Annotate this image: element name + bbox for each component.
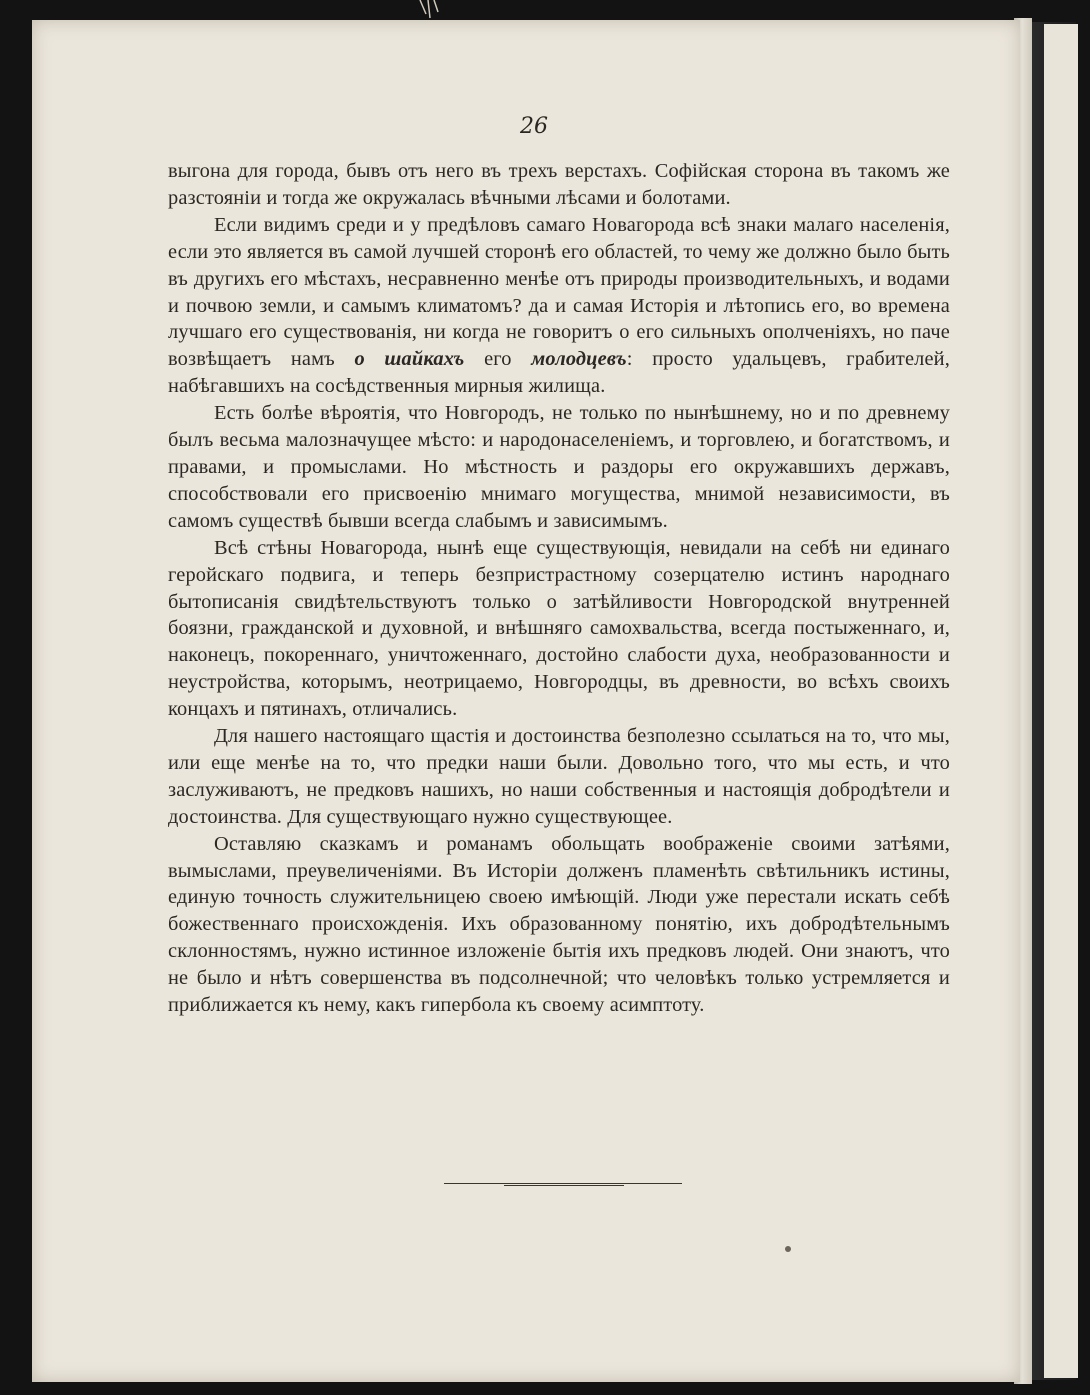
end-rule-line-top [444, 1183, 682, 1184]
end-rule [444, 1183, 682, 1186]
paragraph [168, 535, 950, 723]
paragraph [168, 158, 950, 212]
paragraph [168, 723, 950, 831]
page-text [168, 158, 950, 1019]
paragraph-text: Всѣ стѣны Новагорода, нынѣ еще существующія, невидали на себѣ ни единаго геройскаго подвига, и теперь безпристрастному созерцателю истинъ народнаго бытописанія свидѣтельствуютъ только о затѣйливости Новгородской внутренней боязни, гражданской и духовной, и внѣшняго самохвальства, всегда постыженнаго, и, наконецъ, покореннаго, уничтоженнаго, достойно слабости духа, необразованности и неустройства, которымъ, неотрицаемо, Новгородцы, въ древности, во всѣхъ своихъ концахъ и пятинахъ, отличались. [168, 536, 950, 721]
binding-thread-mark [418, 0, 440, 20]
paragraph [168, 212, 950, 400]
paragraph-text: его [464, 348, 532, 371]
paragraph-text: Оставляю сказкамъ и романамъ обольщать воображеніе своими затѣями, вымыслами, преувеличеніями. Въ Исторіи долженъ пламенѣть свѣтильникъ истины, единую точность служительницею своею имѣющій. Люди уже перестали искать себѣ божественнаго происхожденія. Ихъ образованному понятію, ихъ добродѣтельнымъ склонностямъ, нужно истинное изложеніе бытія ихъ предковъ людей. Они знаютъ, что не было и нѣтъ совершенства въ подсолнечной; что человѣкъ только устремляется и приближается къ нему, какъ гипербола къ своему асимптоту. [168, 832, 950, 1017]
paragraph-text: выгона для города, бывъ отъ него въ трехъ верстахъ. Софійская сторона въ такомъ же разстояніи и тогда же окружалась вѣчными лѣсами и болотами. [168, 160, 950, 209]
page-number: 26 [520, 114, 548, 139]
paragraph-text: : просто удальцевъ, грабителей, набѣгавшихъ на сосѣдственныя мирныя жилища. [168, 348, 950, 398]
adjacent-page [1044, 24, 1078, 1378]
emphasized-text: о шайкахъ [354, 348, 465, 371]
paragraph [168, 400, 950, 535]
paragraph-text: Если видимъ среди и у предѣловъ самаго Новагорода всѣ знаки малаго населенія, если это является въ самой лучшей сторонѣ его областей, то чему же должно было быть въ другихъ его мѣстахъ, несравненно менѣе отъ природы производительныхъ, и водами и почвою земли, и самымъ климатомъ? да и самая Исторія и лѣтопись его, во времена лучшаго его существованія, ни когда не говоритъ о его сильныхъ ополченіяхъ, но паче возвѣщаетъ намъ [168, 213, 950, 371]
paragraph-text: Для нашего настоящаго щастія и достоинства безполезно ссылаться на то, что мы, или еще менѣе на то, что предки наши были. Довольно того, что мы есть, и что заслуживаютъ, не предковъ нашихъ, но наши собственныя и настоящія добродѣтели и достоинства. Для существующаго нужно существующее. [168, 725, 950, 828]
end-rule-line-bottom [504, 1185, 624, 1186]
paper-speck [785, 1246, 791, 1252]
paragraph-text: Есть болѣе вѣроятія, что Новгородъ, не только по нынѣшнему, но и по древнему былъ весьма малозначущее мѣсто: и народонаселеніемъ, и торговлею, и богатствомъ, и правами, и промыслами. Но мѣстность и раздоры его окружавшихъ державъ, способствовали его присвоенію мнимаго могущества, мнимой независимости, въ самомъ существѣ бывши всегда слабымъ и зависимымъ. [168, 402, 950, 532]
paragraph [168, 831, 950, 1019]
emphasized-text: молодцевъ [531, 348, 627, 371]
